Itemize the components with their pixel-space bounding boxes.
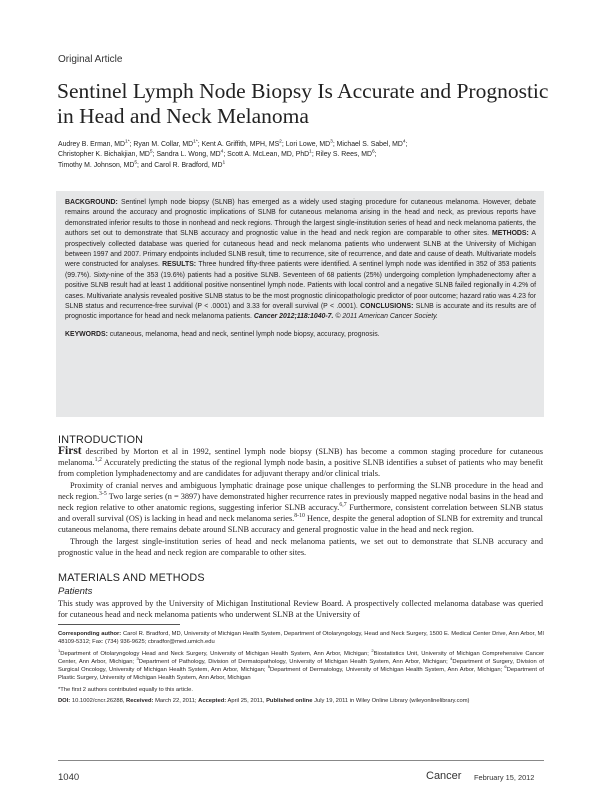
accepted-date: April 25, 2011, — [227, 698, 265, 705]
footnote-rule — [58, 624, 180, 625]
doi: 10.1002/cncr.26288, — [71, 698, 125, 705]
published-info: July 19, 2011 in Wiley Online Library (wileyonlinelibrary.com) — [314, 698, 470, 705]
author-line: Timothy M. Johnson, $MD^5$; and Carol R. Bradford, $MD^1$ — [58, 160, 226, 169]
first-word: First — [58, 445, 82, 457]
background-text: Sentinel lymph node biopsy (SLNB) has emerged as a widely used staging procedure for cutaneous melanoma. However, debate remains around the accuracy and prognostic implications of SLNB for cutaneous melanoma arising in the head and neck, as previous reports have demonstrated inferior results to those in nonhead and neck regions. Through the largest single-institution series of head and neck melanoma patients, the authors set out to demonstrate that SLNB accuracy and prognostic value in the head and neck region are comparable to other sites. — [65, 199, 536, 238]
copyright: © 2011 American Cancer Society. — [335, 313, 438, 321]
introduction-body — [58, 446, 543, 558]
methods-heading: MATERIALS AND METHODS — [58, 572, 205, 584]
introduction-heading: INTRODUCTION — [58, 434, 144, 446]
results-label: RESULTS: — [162, 261, 197, 269]
abstract-text — [65, 198, 536, 323]
affiliations: $^1$Department of Otolaryngology Head and Neck Surgery, University of Michigan Health System, Ann Arbor, Michigan; $^2$Biostatistics Unit, University of Michigan Comprehensive Cancer Center, Ann Arbor, Michigan; $^3$Department of Pathology, Division of Dermatopathology, University of Michigan Health System, Ann Arbor, Michigan; $^4$Department of Surgery, Division of Surgical Oncology, University of Michigan Health System, Ann Arbor, Michigan; $^5$Department of Dermatology, University of Michigan Health System, Ann Arbor, Michigan; $^6$Department of Plastic Surgery, University of Michigan Health System, Ann Arbor, Michigan — [58, 647, 545, 682]
abstract-box — [56, 191, 544, 417]
corresponding-author — [58, 630, 544, 647]
corresponding-label: Corresponding author: — [58, 631, 122, 637]
intro-paragraph-2: Proximity of cranial nerves and ambiguous lymphatic drainage pose unique challenges to performing the SLNB procedure in the head and neck region.$^{3-5}$ Two large series (n = 3897) have demonstrated higher recurrence rates in previously mapped negative nodal basins in the head and neck region relative to other anatomic regions, suggesting inferior SLNB accuracy.$^{6,7}$ Furthermore, consistent correlation between SLNB status and overall survival (OS) is lacking in head and neck melanoma series.$^{8-10}$ Hence, despite the general adoption of SLNB for extremity and truncal cutaneous melanoma, there remains debate around SLNB accuracy and general prognostic value in the head and neck region. — [58, 480, 543, 535]
article-title: Sentinel Lymph Node Biopsy Is Accurate and Prognostic in Head and Neck Melanoma — [57, 79, 549, 128]
accepted-label: Accepted: — [198, 698, 227, 705]
conclusions-text: SLNB is accurate and its results are of prognostic importance for head and neck melanoma patients. — [65, 303, 536, 321]
journal-name: Cancer — [426, 770, 462, 782]
equal-contribution-note: *The first 2 authors contributed equally to this article. — [58, 686, 194, 693]
keywords-text: cutaneous, melanoma, head and neck, sentinel lymph node biopsy, accuracy, prognosis. — [109, 330, 380, 338]
patients-subheading: Patients — [58, 586, 93, 597]
footnotes — [58, 630, 544, 708]
conclusions-label: CONCLUSIONS: — [360, 303, 414, 311]
intro-paragraph-1-text: described by Morton et al in 1992, sentinel lymph node biopsy (SLNB) has become a common staging procedure for cutaneous melanoma.$^{1,2}$ Accurately predicting the status of the regional lymph node basin, a positive SLNB identifies a subset of patients who may benefit from completion lymphadenectomy and are candidates for adjuvant therapy and/or clinical trials. — [58, 447, 543, 479]
keywords — [65, 330, 536, 340]
footer-rule — [58, 760, 544, 761]
article-type: Original Article — [58, 54, 123, 65]
methods-body — [58, 598, 543, 620]
doi-label: DOI: — [58, 698, 71, 705]
publication-info — [58, 697, 544, 705]
published-label: Published online — [266, 698, 313, 705]
intro-paragraph-1 — [58, 446, 543, 480]
intro-paragraph-3: Through the largest single-institution series of head and neck melanoma patients, we set out to demonstrate that SLNB accuracy and prognostic value in the head and neck region are comparable to other sites. — [58, 536, 543, 557]
citation: Cancer 2012;118:1040-7. — [253, 313, 334, 321]
page-number: 1040 — [58, 772, 80, 783]
issue-date: February 15, 2012 — [474, 773, 535, 782]
methods-text: A prospectively collected database was queried for cutaneous head and neck melanoma patients who underwent SLNB at the University of Michigan between 1997 and 2007. Primary endpoints included SLNB result, time to recurrence, site of recurrence, and date and cause of death. Multivariate models were constructed for analyses. — [65, 230, 536, 269]
corresponding-text: Carol R. Bradford, MD, University of Michigan Health System, Department of Otolaryngology, Head and Neck Surgery, 1500 E. Medical Center Drive, Ann Arbor, MI 48109-5312; Fax: (734) 936-9625; cbradfor@med.umich.edu — [58, 631, 544, 646]
received-date: March 22, 2011; — [155, 698, 197, 705]
results-text: Three hundred fifty-three patients were identified. A sentinel lymph node was identified in 352 of 353 patients (99.7%). Sixty-nine of the 353 (19.6%) patients had a positive SLNB. Seventeen of 68 patients (25%) undergoing completion lymphadenectomy after a positive SLNB result had at least 1 additional positive nonsentinel lymph node. Patients with local control and a negative SLNB failed regionally in 4.2% of cases. Multivariate analysis revealed positive SLNB status to be the most prognostic clinicopathologic predictor of poor outcome; hazard ratio was 4.23 for SLNB status and recurrence-free survival (P < .0001) and 3.33 for overall survival (P < .0001). — [65, 261, 536, 311]
methods-paragraph-1: This study was approved by the University of Michigan Institutional Review Board. A prospectively collected melanoma database was queried for cutaneous head and neck melanoma patients who underwent SLNB at the University of — [58, 599, 543, 620]
author-line: Christopher K. Bichakjian, $MD^5$; Sandra L. Wong, $MD^4$; Scott A. McLean, MD, PhD$^1$; Riley S. Rees, $MD^6$; — [58, 150, 377, 159]
received-label: Received: — [126, 698, 154, 705]
keywords-label: KEYWORDS: — [65, 330, 108, 338]
author-list — [58, 140, 558, 171]
methods-label: METHODS: — [492, 230, 529, 238]
author-line: Audrey B. Erman, $MD^{1*}$; Ryan M. Collar, $MD^{1*}$; Kent A. Griffith, MPH, $MS^2$; Lori Lowe, $MD^3$; Michael S. Sabel, $MD^4$; — [58, 139, 408, 148]
background-label: BACKGROUND: — [65, 199, 118, 206]
